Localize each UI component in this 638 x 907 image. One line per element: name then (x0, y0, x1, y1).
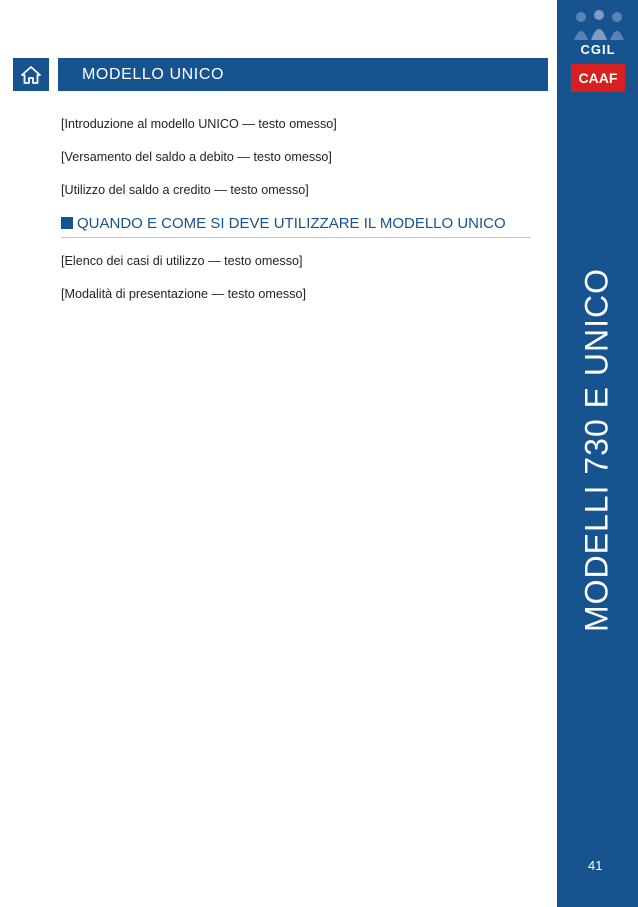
saldo-credito-paragraph: [Utilizzo del saldo a credito — testo omesso] (61, 183, 309, 197)
saldo-debito-paragraph: [Versamento del saldo a debito — testo omesso] (61, 150, 332, 164)
cgil-people-logo-icon (569, 10, 629, 40)
conditions-list: [Elenco dei casi di utilizzo — testo omesso] (61, 254, 303, 268)
home-button[interactable] (13, 58, 49, 91)
heading-square-icon (61, 217, 73, 229)
chapter-title: MODELLI 730 E UNICO (578, 268, 615, 632)
page-number: 41 (588, 858, 603, 873)
main-content (61, 115, 531, 318)
header-band (0, 0, 638, 95)
intro-paragraph: [Introduzione al modello UNICO — testo omesso] (61, 117, 337, 131)
logo-caaf-text: CAAF (571, 64, 625, 92)
presentation-paragraph: [Modalità di presentazione — testo omesso] (61, 287, 307, 301)
logo-cgil-text: CGIL (580, 42, 616, 57)
home-icon (20, 65, 42, 85)
section-heading (61, 214, 531, 238)
section-heading-text: QUANDO E COME SI DEVE UTILIZZARE IL MODELLO UNICO (77, 215, 506, 232)
section-label: MODELLO UNICO (58, 58, 548, 91)
